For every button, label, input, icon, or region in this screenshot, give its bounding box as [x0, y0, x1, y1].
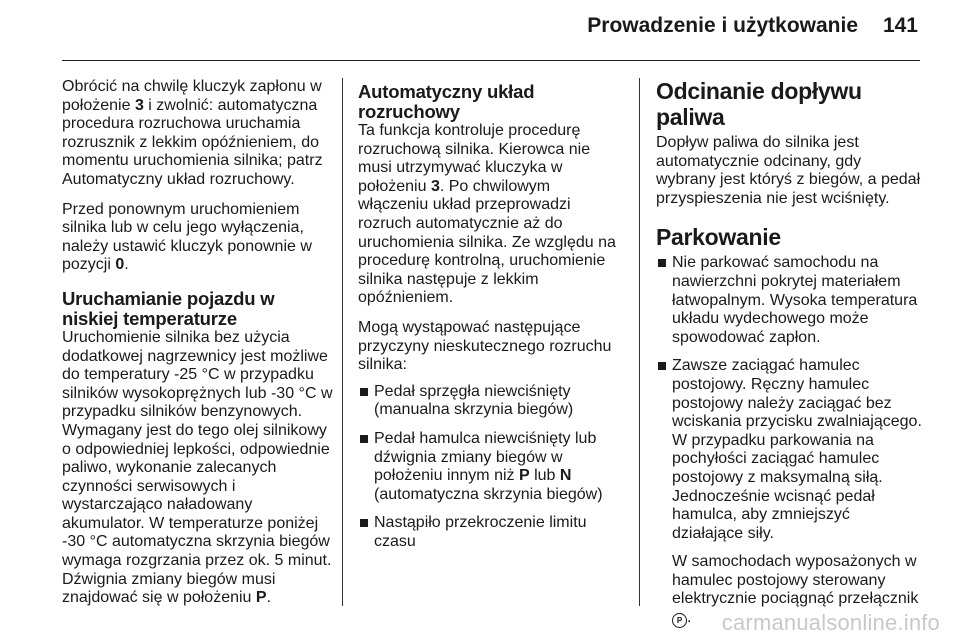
page-number: 141 [882, 14, 918, 37]
paragraph: Przed ponownym uruchomieniem silnika lub w celu jego wyłączenia, należy ustawić kluczyk ponownie w pozycji 0. [62, 200, 312, 274]
list-item: Pedał sprzęgła niewciśnięty (manualna skrzynia biegów) [358, 383, 624, 420]
column-divider-1 [342, 78, 343, 606]
page-title: Prowadzenie i użytkowanie [587, 14, 858, 37]
column-middle [358, 82, 624, 561]
paragraph: Mogą wystąpować następujące przyczyny nieskutecznego rozruchu silnika: [358, 318, 612, 374]
section-heading-parking: Parkowanie [656, 224, 781, 251]
paragraph: Uruchomienie silnika bez użycia dodatkowej nagrzewnicy jest możliwe do temperatury -25 °C w przypadku silników wysokoprężnych lub -30 °C w przypadku silników benzynowych. Wymagany jest do tego olej silnikowy o odpowiedniej lepkości, odpowiednie paliwo, wykonanie zalecanych czynności serwisowych i wystarczająco naładowany akumulator. W temperaturze poniżej -30 °C automatyczna skrzynia biegów wymaga rozgrzania przez ok. 5 minut. Dźwignia zmiany biegów musi znajdować się w położeniu P. [62, 328, 333, 607]
paragraph: W samochodach wyposażonych w hamulec postojowy sterowany elektrycznie pociągnąć przełącznik P . [672, 553, 919, 627]
header-divider [62, 60, 920, 61]
list-item: Nastąpiło przekroczenie limitu czasu [358, 514, 624, 551]
bullet-square-icon [658, 362, 666, 370]
bullet-square-icon [658, 259, 666, 267]
section-heading-autostart: Automatyczny układ rozruchowy [358, 81, 535, 122]
paragraph: Ta funkcja kontroluje procedurę rozruchową silnika. Kierowca nie musi utrzymywać kluczyka w położeniu 3. Po chwilowym włączeniu układ przeprowadzi rozruch automatycznie aż do uruchomienia silnika. Ze względu na procedurę kontrolną, uruchomienie silnika następuje z lekkim opóźnieniem. [358, 122, 616, 307]
section-heading-cold-start: Uruchamianie pojazdu w niskiej temperaturze [62, 287, 275, 329]
parking-brake-icon: P [672, 613, 687, 628]
column-divider-2 [639, 78, 640, 606]
section-heading-fuel-cutoff: Odcinanie dopływu paliwa [656, 78, 862, 130]
column-right [656, 78, 924, 639]
bullet-list [656, 254, 924, 543]
bullet-list [358, 383, 624, 552]
paragraph: Obrócić na chwilę kluczyk zapłonu w położenie 3 i zwolnić: automatyczna procedura rozruchowa uruchamia rozrusznik z lekkim opóźnieniem, do momentu uruchomienia silnika; patrz Automatyczny układ rozruchowy. [62, 78, 323, 188]
bullet-square-icon [360, 435, 368, 443]
list-item: Pedał hamulca niewciśnięty lub dźwignia zmiany biegów w położeniu innym niż P lub N (automatyczna skrzynia biegów) [358, 430, 624, 504]
page-header [0, 0, 960, 62]
list-item: Nie parkować samochodu na nawierzchni pokrytej materiałem łatwopalnym. Wysoka temperatura układu wydechowego może spowodować zapłon. [656, 254, 924, 347]
bullet-square-icon [360, 519, 368, 527]
watermark: carmanualsonline.info [721, 610, 940, 635]
column-left [62, 78, 334, 619]
bullet-square-icon [360, 388, 368, 396]
paragraph: Dopływ paliwa do silnika jest automatycznie odcinany, gdy wybrany jest któryś z biegów, a pedał przyspieszenia nie jest wciśnięty. [656, 134, 921, 207]
list-item: Zawsze zaciągać hamulec postojowy. Ręczny hamulec postojowy należy zaciągać bez wciskania przycisku zwalniającego. W przypadku parkowania na pochyłości zaciągać hamulec postojowy z maksymalną siłą. Jednocześnie wcisnąć pedał hamulca, aby zmniejszyć działające siły. [656, 357, 924, 543]
